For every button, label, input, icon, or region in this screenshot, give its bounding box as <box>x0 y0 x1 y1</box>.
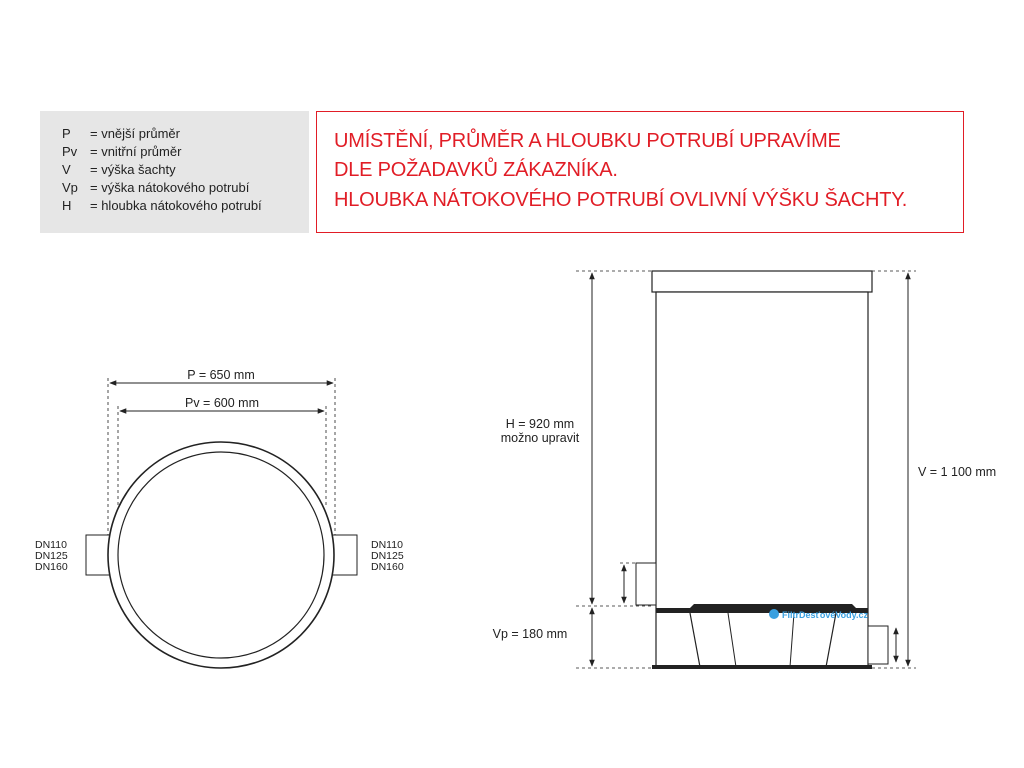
legend-description: = výška šachty <box>90 162 176 177</box>
shaft-inner-ring <box>118 452 324 658</box>
depth-note: možno upravit <box>500 431 580 445</box>
notice-line: DLE POŽADAVKŮ ZÁKAZNÍKA. <box>334 159 618 181</box>
pipe-size-label: DN160 <box>371 561 404 573</box>
legend-symbol: Vp <box>62 180 78 195</box>
inlet-height-label: Vp = 180 mm <box>492 627 568 641</box>
drop-logo-icon <box>769 609 779 619</box>
pipe-stub-right <box>331 535 357 575</box>
pipe-size-label: DN160 <box>35 561 68 573</box>
legend-symbol: V <box>62 162 71 177</box>
legend-description: = hloubka nátokového potrubí <box>90 198 262 213</box>
inner-diameter-label: Pv = 600 mm <box>185 396 259 410</box>
legend-description: = výška nátokového potrubí <box>90 180 250 195</box>
outlet-pipe <box>868 626 888 664</box>
height-label: V = 1 100 mm <box>918 465 997 479</box>
watermark: FiltrDesťovéVody.cz <box>782 610 869 620</box>
shaft-lid <box>652 271 872 292</box>
legend-description: = vnější průměr <box>90 126 180 141</box>
filter-rim <box>690 604 856 608</box>
pipe-size-label: DN125 <box>371 550 404 562</box>
notice-line: HLOUBKA NÁTOKOVÉHO POTRUBÍ OVLIVNÍ VÝŠKU ŠACHTY. <box>334 189 908 211</box>
legend-description: = vnitřní průměr <box>90 144 182 159</box>
base-plate <box>652 665 872 669</box>
side-view <box>493 271 997 669</box>
outer-diameter-label: P = 650 mm <box>187 368 255 382</box>
pipe-size-label: DN110 <box>35 539 67 551</box>
legend-symbol: P <box>62 126 71 141</box>
depth-label: H = 920 mm <box>505 417 575 431</box>
inlet-pipe <box>636 563 656 605</box>
pipe-size-label: DN110 <box>371 539 403 551</box>
notice-line: UMÍSTĚNÍ, PRŮMĚR A HLOUBKU POTRUBÍ UPRAVÍME <box>334 130 841 152</box>
legend-symbol: H <box>62 198 72 213</box>
pipe-size-label: DN125 <box>35 550 68 562</box>
legend-symbol: Pv <box>62 144 78 159</box>
top-view <box>35 368 404 668</box>
filter-basket <box>690 613 836 667</box>
